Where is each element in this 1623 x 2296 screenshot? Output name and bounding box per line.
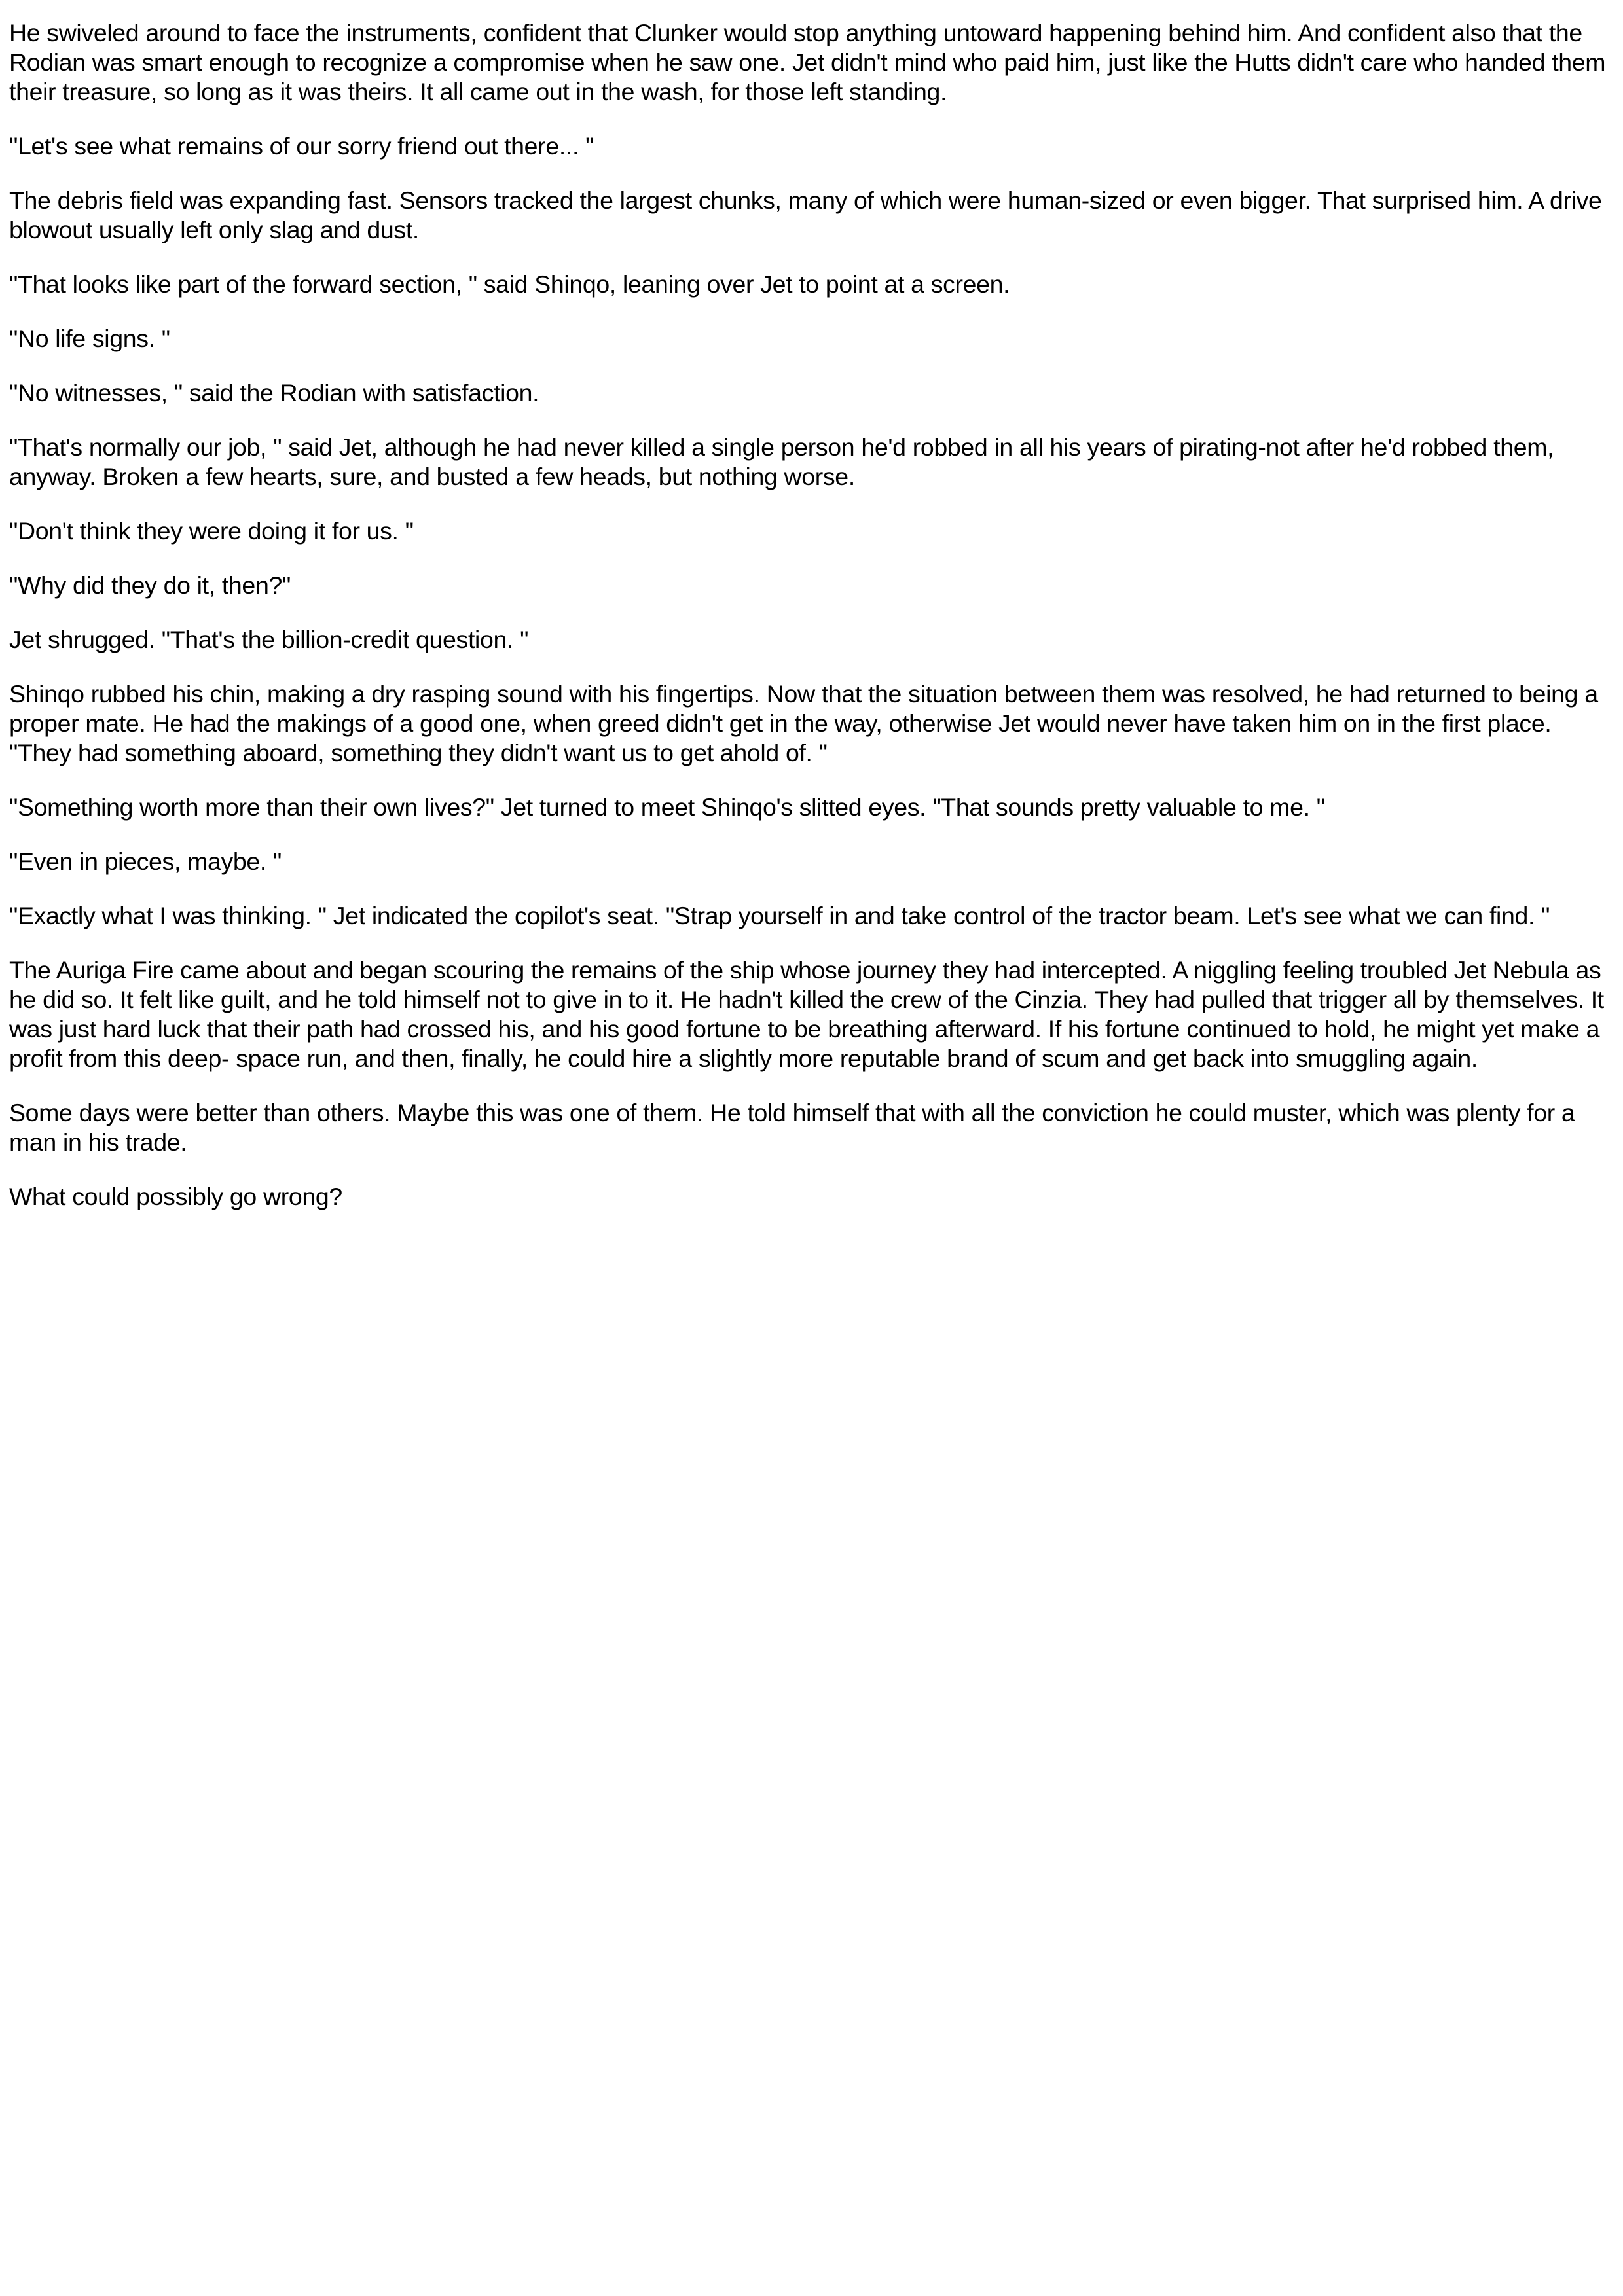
paragraph: The Auriga Fire came about and began scouring the remains of the ship whose journey they had intercepted. A niggling feeling troubled Jet Nebula as he did so. It felt like guilt, and he told himself not to give in to it. He hadn't killed the crew of the Cinzia. They had pulled that trigger all by themselves. It was just hard luck that their path had crossed his, and his good fortune to be breathing afterward. If his fortune continued to hold, he might yet make a profit from this deep- space run, and then, finally, he could hire a slightly more reputable brand of scum and get back into smuggling again. — [9, 956, 1604, 1072]
paragraph: Shinqo rubbed his chin, making a dry rasping sound with his fingertips. Now that the situation between them was resolved, he had returned to being a proper mate. He had the makings of a good one, when greed didn't get in the way, otherwise Jet would never have taken him on in the first place. "They had something aboard, something they didn't want us to get ahold of. " — [9, 680, 1598, 766]
paragraph: "No life signs. " — [9, 325, 170, 352]
paragraph: "That's normally our job, " said Jet, although he had never killed a single person he'd robbed in all his years of pirating-not after he'd robbed them, anyway. Broken a few hearts, sure, and busted a few heads, but nothing worse. — [9, 433, 1554, 490]
paragraph: What could possibly go wrong? — [9, 1183, 342, 1210]
paragraph: Some days were better than others. Maybe this was one of them. He told himself that with all the conviction he could muster, which was plenty for a man in his trade. — [9, 1099, 1575, 1156]
paragraph: "That looks like part of the forward section, " said Shinqo, leaning over Jet to point at a screen. — [9, 270, 1010, 298]
paragraph: "Why did they do it, then?" — [9, 571, 291, 599]
paragraph: The debris field was expanding fast. Sensors tracked the largest chunks, many of which were human-sized or even bigger. That surprised him. A drive blowout usually left only slag and dust. — [9, 187, 1602, 243]
paragraph: "Something worth more than their own lives?" Jet turned to meet Shinqo's slitted eyes. "That sounds pretty valuable to me. " — [9, 793, 1325, 821]
paragraph: "Let's see what remains of our sorry friend out there... " — [9, 132, 594, 160]
paragraph: "Even in pieces, maybe. " — [9, 848, 282, 875]
paragraph: "No witnesses, " said the Rodian with satisfaction. — [9, 379, 539, 406]
paragraph: Jet shrugged. "That's the billion-credit question. " — [9, 626, 529, 653]
paragraph: He swiveled around to face the instruments, confident that Clunker would stop anything untoward happening behind him. And confident also that the Rodian was smart enough to recognize a compromise when he saw one. Jet didn't mind who paid him, just like the Hutts didn't care who handed them their treasure, so long as it was theirs. It all came out in the wash, for those left standing. — [9, 19, 1606, 105]
paragraph: "Exactly what I was thinking. " Jet indicated the copilot's seat. "Strap yourself in and take control of the tractor beam. Let's see what we can find. " — [9, 902, 1550, 929]
paragraph: "Don't think they were doing it for us. " — [9, 517, 414, 545]
document-page — [9, 18, 1614, 1236]
